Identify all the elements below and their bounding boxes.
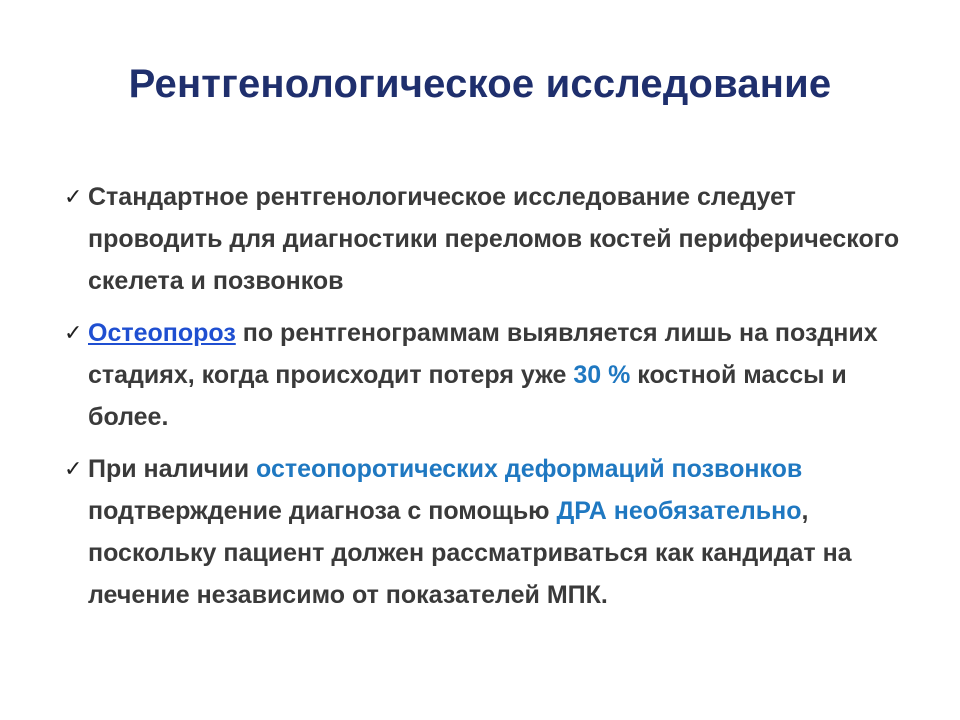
osteoporosis-link[interactable]: Остеопороз (88, 319, 236, 347)
checkmark-icon: ✓ (64, 184, 83, 209)
bullet-3-text-a: При наличии (88, 455, 257, 483)
bullet-2-text-b: костной массы и более. (88, 361, 847, 431)
bullet-item-3 (64, 448, 904, 616)
checkmark-icon: ✓ (64, 456, 83, 481)
dxa-optional-highlight: ДРА необязательно (556, 497, 802, 525)
vertebral-deformities-highlight: остеопоротических деформаций позвонков (256, 455, 803, 483)
bone-loss-percent: 30 % (573, 361, 631, 389)
bullet-2-text-a: по рентгенограммам выявляется лишь на поздних стадиях, когда происходит потеря уже (88, 319, 878, 389)
bullet-list (64, 176, 904, 626)
bullet-item-1 (64, 176, 904, 302)
bullet-3-text-b: подтверждение диагноза с помощью (88, 497, 557, 525)
bullet-3-text-c: , поскольку пациент должен рассматриваться как кандидат на лечение независимо от показателей МПК. (88, 497, 852, 609)
bullet-1-text: Стандартное рентгенологическое исследование следует проводить для диагностики переломов костей периферического скелета и позвонков (88, 183, 900, 295)
bullet-item-2 (64, 312, 904, 438)
checkmark-icon: ✓ (64, 320, 83, 345)
slide-title: Рентгенологическое исследование (128, 62, 832, 106)
